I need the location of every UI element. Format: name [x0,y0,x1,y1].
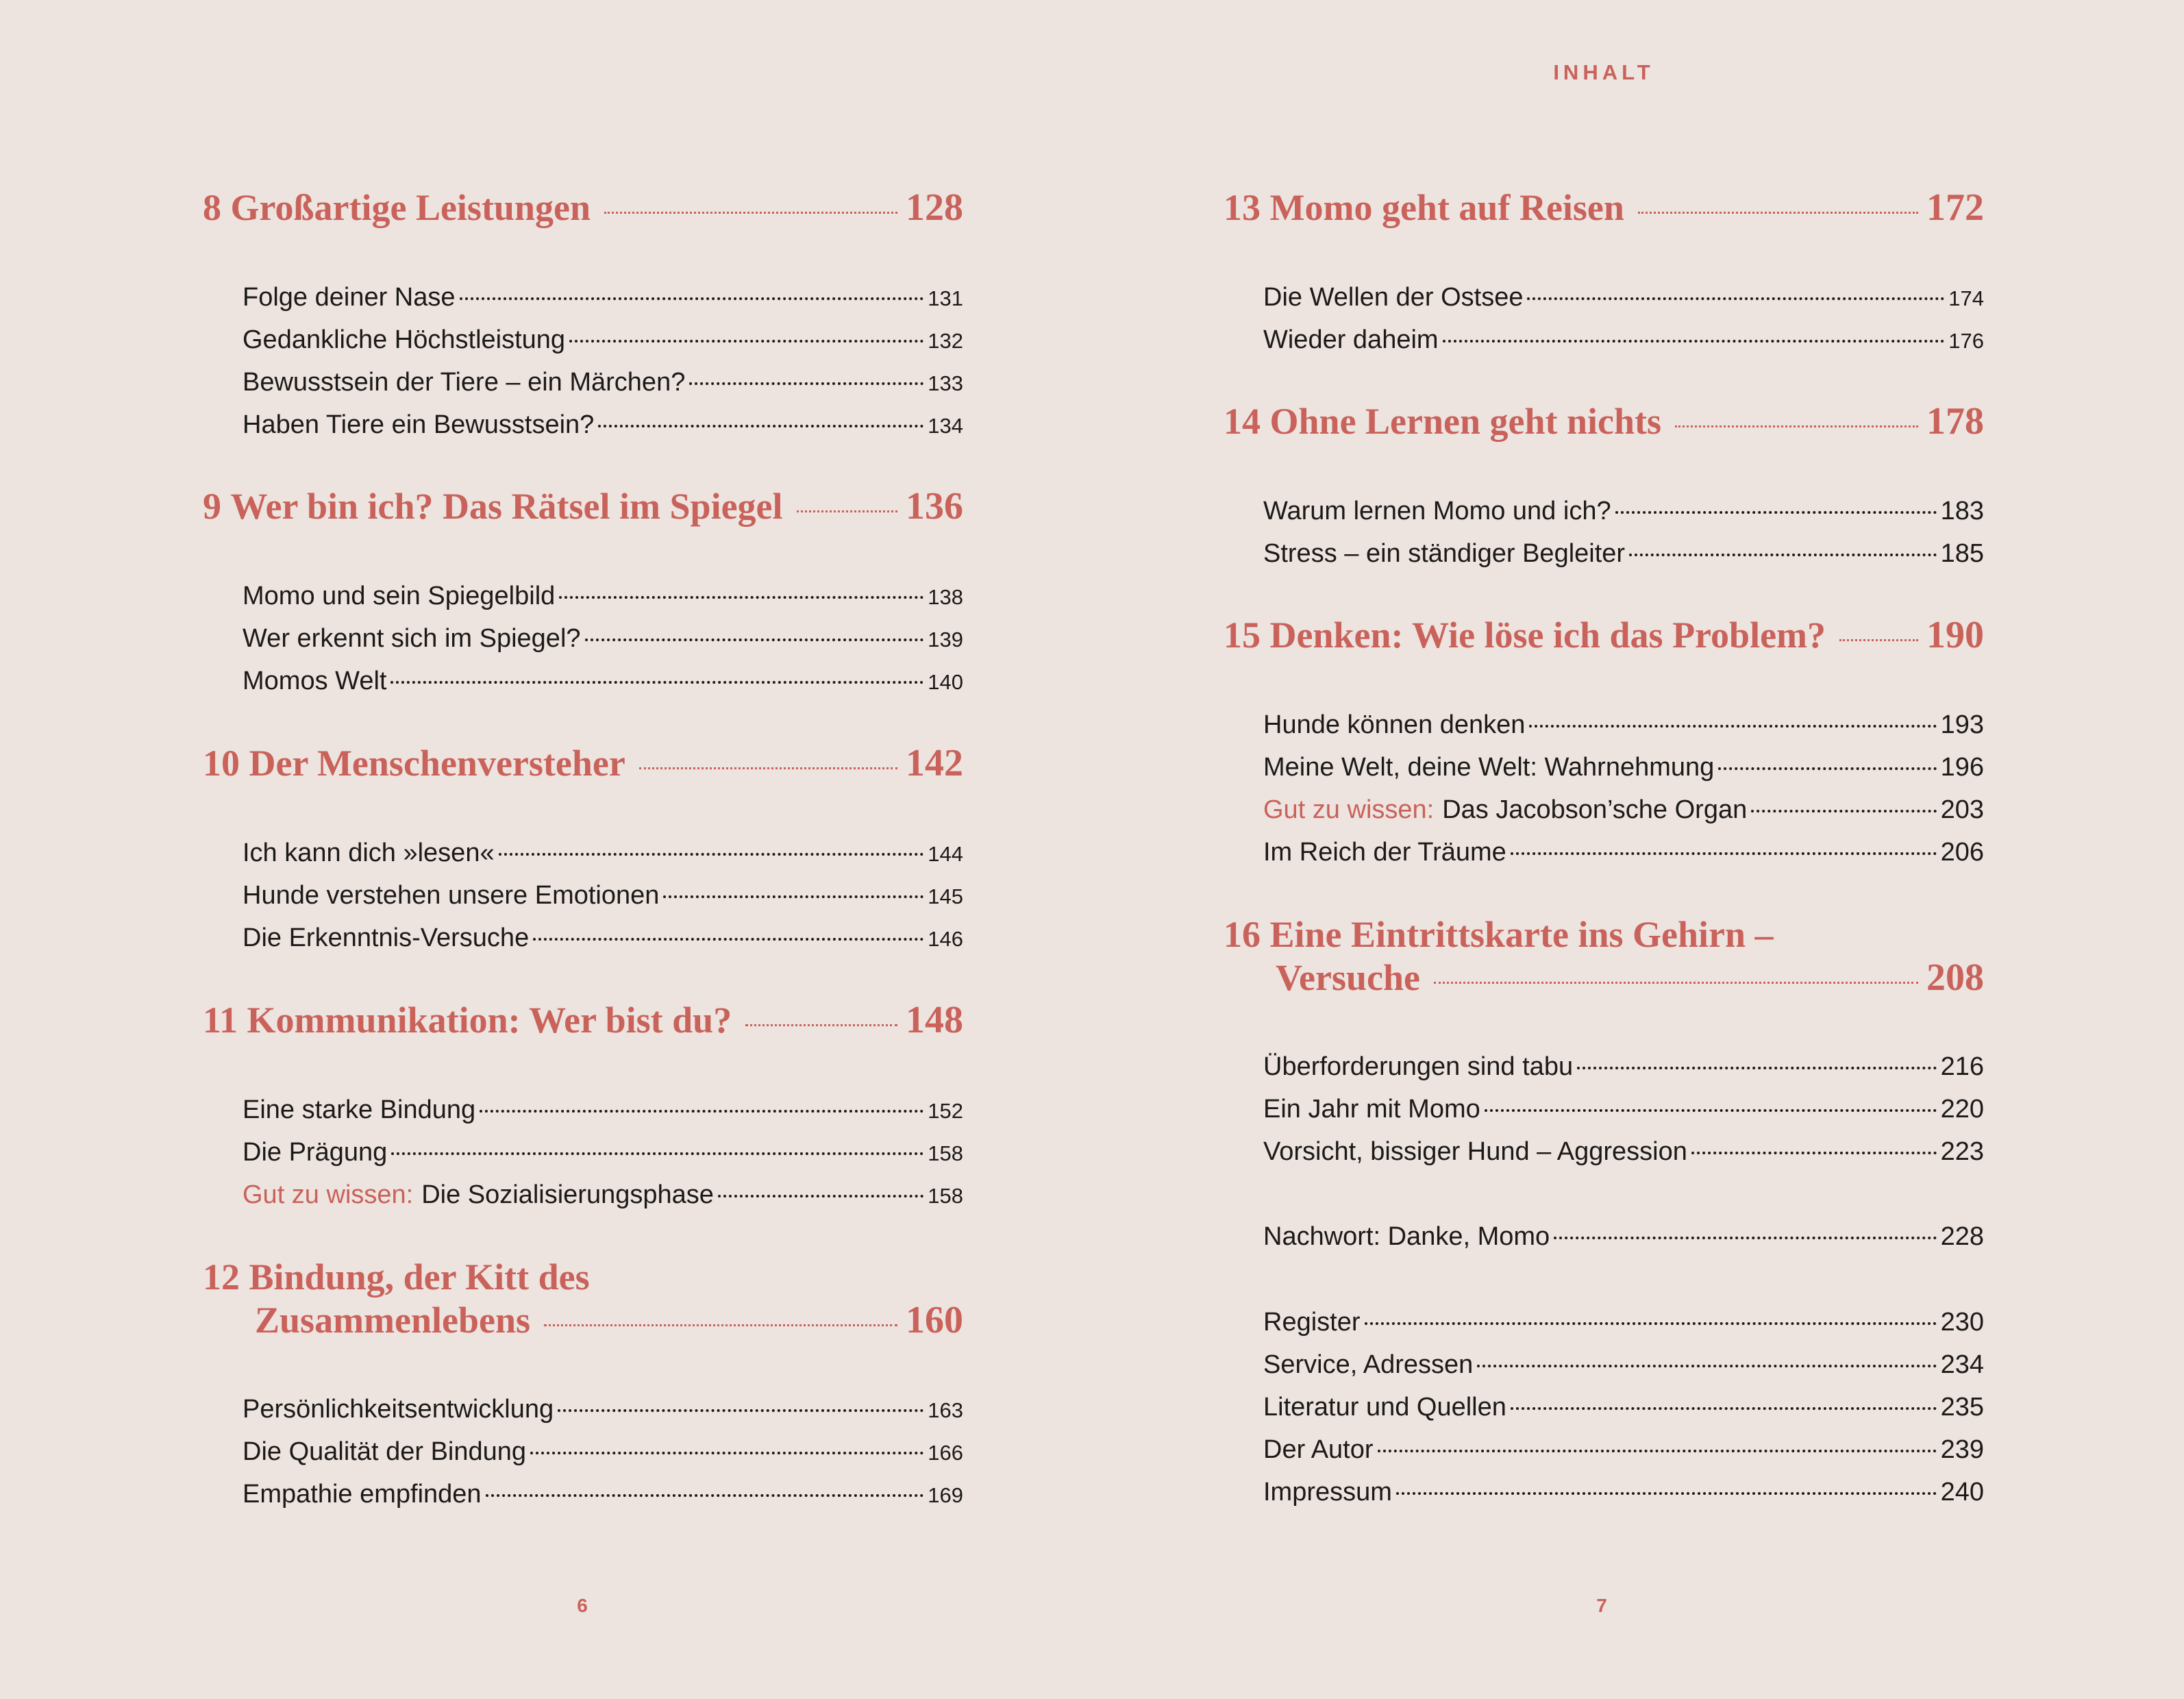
info-box-label: Gut zu wissen: [1263,795,1435,824]
toc-entry[interactable]: Überforderungen sind tabu 216 [1263,1052,1984,1081]
toc-entry[interactable]: Eine starke Bindung 152 [243,1095,963,1124]
toc-entry[interactable]: Ich kann dich »lesen« 144 [243,839,963,867]
info-box-label: Gut zu wissen: [243,1180,414,1209]
toc-entry-afterword[interactable]: Nachwort: Danke, Momo 228 [1263,1222,1984,1251]
toc-entry-appendix[interactable]: Service, Adressen 234 [1263,1350,1984,1379]
toc-entry[interactable]: Gut zu wissen: Die Sozialisierungsphase 158 [243,1180,963,1209]
toc-entry-appendix[interactable]: Der Autor 239 [1263,1435,1984,1464]
toc-entry-appendix[interactable]: Impressum 240 [1263,1478,1984,1506]
toc-entry-appendix[interactable]: Register 230 [1263,1308,1984,1337]
toc-entry[interactable]: Empathie empfinden 169 [243,1480,963,1509]
running-head: INHALT [1553,60,1654,84]
toc-entry[interactable]: Wer erkennt sich im Spiegel? 139 [243,624,963,653]
toc-entry[interactable]: Die Prägung 158 [243,1138,963,1167]
toc-entry[interactable]: Gut zu wissen: Das Jacobson’sche Organ 203 [1263,795,1984,824]
toc-entry[interactable]: Momo und sein Spiegelbild 138 [243,582,963,610]
toc-entry[interactable]: Bewusstsein der Tiere – ein Märchen? 133 [243,368,963,397]
toc-entry[interactable]: Die Qualität der Bindung 166 [243,1437,963,1466]
toc-entry-appendix[interactable]: Literatur und Quellen 235 [1263,1393,1984,1422]
chapter-heading[interactable]: 8 Großartige Leistungen 128 [203,186,963,229]
chapter-heading[interactable]: 9 Wer bin ich? Das Rätsel im Spiegel 136 [203,485,963,528]
toc-entry[interactable]: Ein Jahr mit Momo 220 [1263,1095,1984,1124]
toc-entry[interactable]: Warum lernen Momo und ich? 183 [1263,497,1984,525]
toc-entry[interactable]: Meine Welt, deine Welt: Wahrnehmung 196 [1263,753,1984,782]
chapter-heading[interactable]: 14 Ohne Lernen geht nichts 178 [1224,400,1984,443]
toc-entry[interactable]: Momos Welt 140 [243,667,963,695]
chapter-heading[interactable]: 10 Der Menschenversteher 142 [203,742,963,784]
page-number-right: 7 [1596,1595,1607,1616]
toc-entry[interactable]: Im Reich der Träume 206 [1263,838,1984,867]
toc-entry[interactable]: Vorsicht, bissiger Hund – Aggression 223 [1263,1137,1984,1166]
right-page [1092,0,2184,1699]
toc-entry[interactable]: Wieder daheim 176 [1263,325,1984,354]
chapter-heading[interactable]: 13 Momo geht auf Reisen 172 [1224,186,1984,229]
chapter-heading[interactable]: 15 Denken: Wie löse ich das Problem? 190 [1224,614,1984,656]
toc-entry[interactable]: Folge deiner Nase 131 [243,283,963,312]
chapter-heading[interactable]: 11 Kommunikation: Wer bist du? 148 [203,999,963,1041]
toc-entry[interactable]: Hunde verstehen unsere Emotionen 145 [243,881,963,910]
chapter-heading[interactable]: 16 Eine Eintrittskarte ins Gehirn – Versuche 208 [1224,914,1984,999]
toc-entry[interactable]: Die Wellen der Ostsee 174 [1263,283,1984,312]
toc-entry[interactable]: Persönlichkeitsentwicklung 163 [243,1395,963,1424]
toc-entry[interactable]: Die Erkenntnis-Versuche 146 [243,923,963,952]
toc-entry[interactable]: Stress – ein ständiger Begleiter 185 [1263,539,1984,568]
toc-entry[interactable]: Haben Tiere ein Bewusstsein? 134 [243,410,963,439]
toc-entry[interactable]: Hunde können denken 193 [1263,710,1984,739]
toc-entry[interactable]: Gedankliche Höchstleistung 132 [243,325,963,354]
page-number-left: 6 [577,1595,588,1616]
chapter-heading[interactable]: 12 Bindung, der Kitt des Zusammenlebens 160 [203,1256,963,1341]
